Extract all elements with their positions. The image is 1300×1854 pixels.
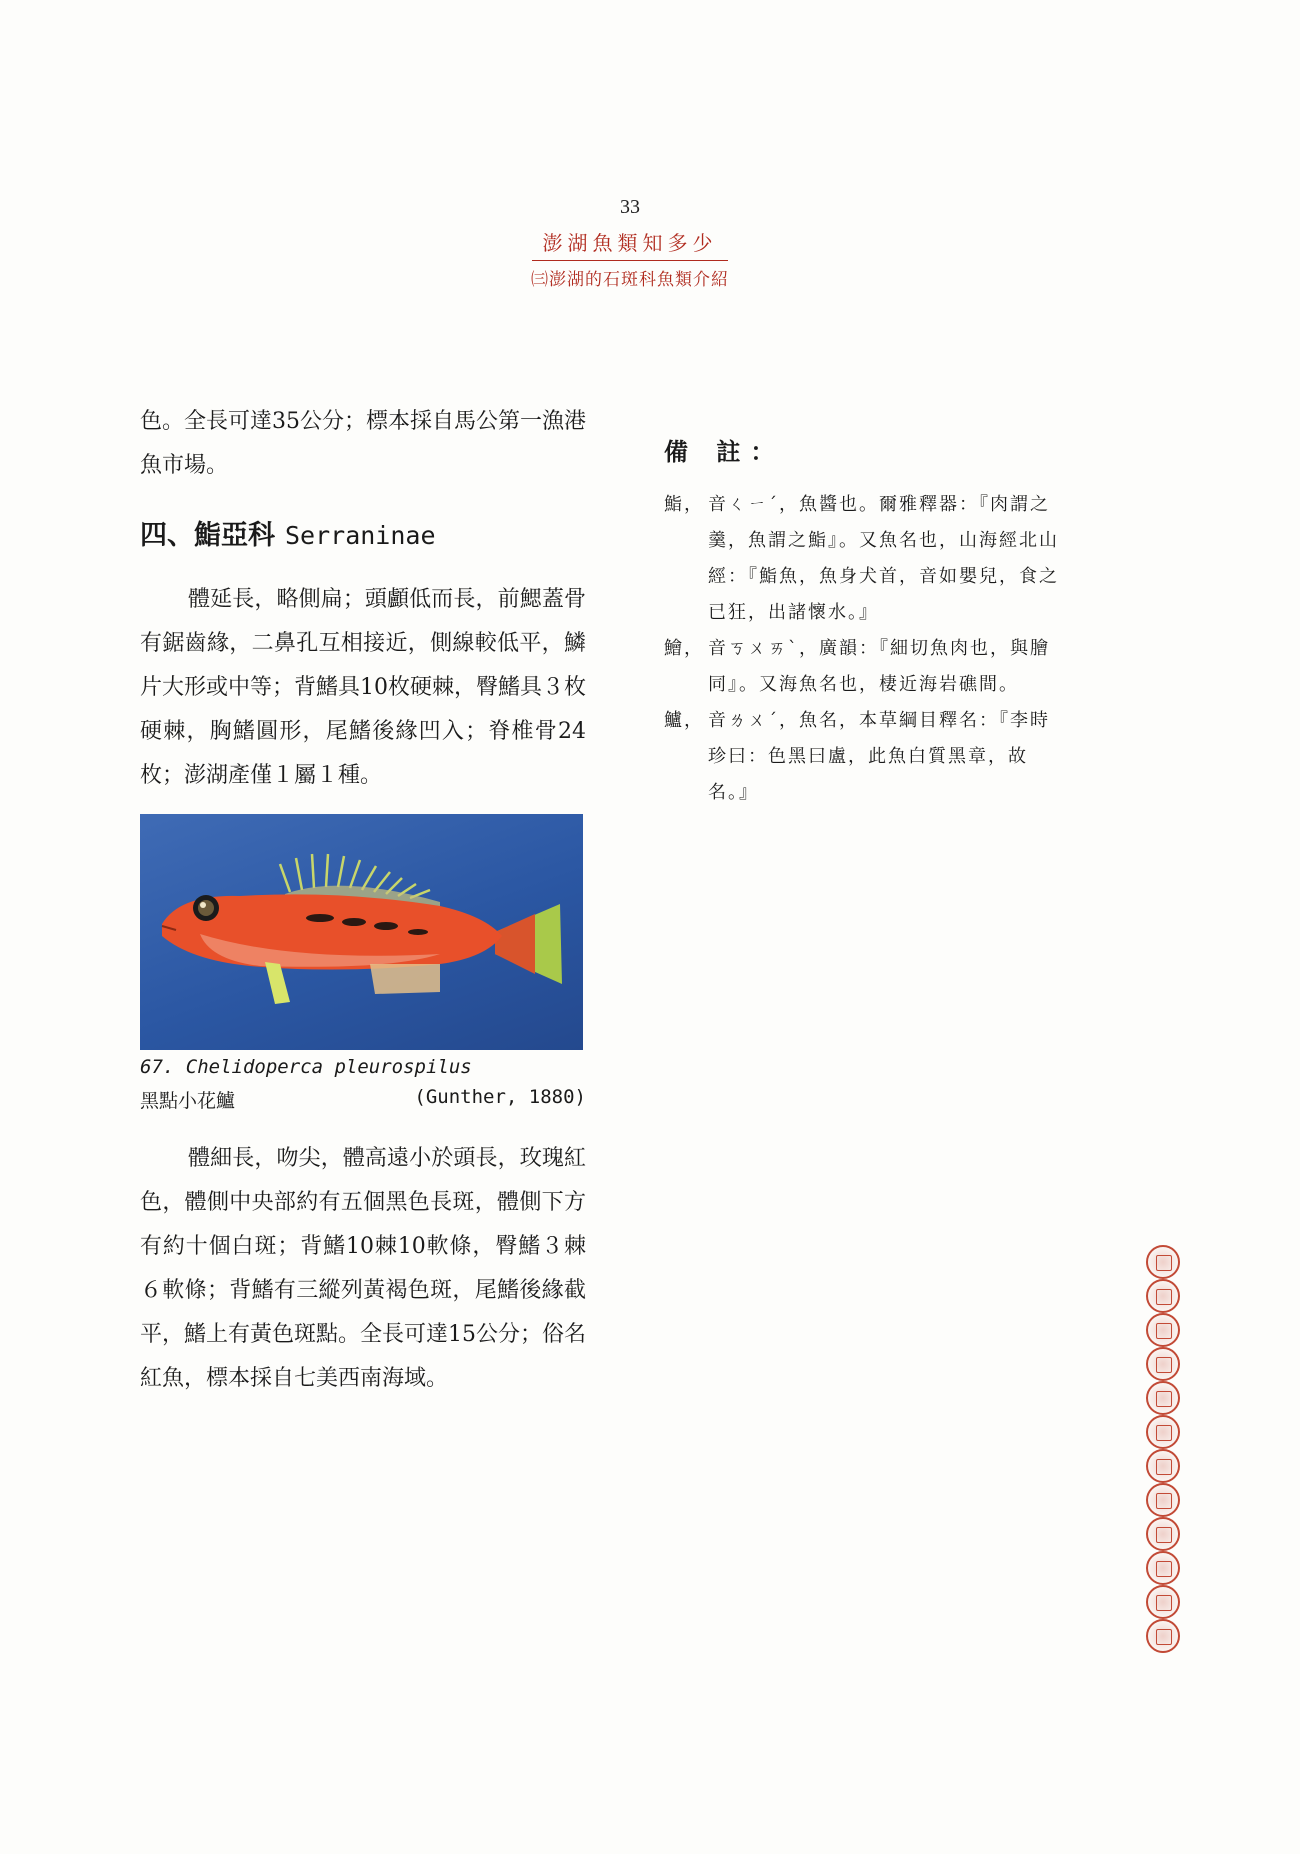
note-item (664, 487, 1064, 631)
seal-stamp-column (1146, 1245, 1182, 1653)
section-heading-latin: Serraninae (285, 521, 436, 550)
section-description: 體延長，略側扁；頭顱低而長，前鰓蓋骨有鋸齒緣，二鼻孔互相接近，側線較低平，鱗片大形或中等；背鰭具10枚硬棘，臀鰭具３枚硬棘，胸鰭圓形，尾鰭後緣凹入；脊椎骨24枚；澎湖產僅１屬１種。 (140, 587, 586, 788)
note-term: 鱠， (664, 638, 704, 659)
photo-caption-row (140, 1086, 586, 1113)
seal-stamp-icon (1146, 1483, 1180, 1517)
section-heading (140, 516, 586, 556)
fish-illustration (140, 814, 583, 1050)
chapter-title: ㈢澎湖的石斑科魚類介紹 (531, 270, 729, 290)
seal-stamp-icon (1146, 1415, 1180, 1449)
note-text: 音ㄎㄨㄞˋ，廣韻：『細切魚肉也，與膾同』。又海魚名也，棲近海岩礁間。 (708, 638, 1050, 695)
note-text: 音ㄌㄨˊ，魚名，本草綱目釋名：『李時珍曰：色黑曰盧，此魚白質黑章，故名。』 (708, 710, 1050, 803)
page-number: 33 (620, 196, 640, 218)
section-heading-chinese: 四、鮨亞科 (140, 520, 275, 551)
book-title: 澎湖魚類知多少 (542, 231, 718, 255)
notes-section (664, 432, 1064, 811)
photo-caption-scientific: 67. Chelidoperca pleurospilus (140, 1056, 472, 1078)
note-item (664, 631, 1064, 703)
photo-caption-common: 黑點小花鱸 (140, 1090, 236, 1112)
seal-stamp-icon (1146, 1347, 1180, 1381)
seal-stamp-icon (1146, 1313, 1180, 1347)
seal-stamp-icon (1146, 1449, 1180, 1483)
fish-photo (140, 814, 583, 1050)
seal-stamp-icon (1146, 1517, 1180, 1551)
intro-paragraph: 色。全長可達35公分；標本採自馬公第一漁港魚市場。 (140, 409, 586, 478)
species-description: 體細長，吻尖，體高遠小於頭長，玫瑰紅色，體側中央部約有五個黑色長斑，體側下方有約十個白斑；背鰭10棘10軟條，臀鰭３棘６軟條；背鰭有三縱列黃褐色斑，尾鰭後緣截平，鰭上有黃色斑點。全長可達15公分；俗名紅魚，標本採自七美西南海域。 (140, 1146, 586, 1391)
header-divider (532, 260, 728, 261)
note-term: 鮨， (664, 494, 704, 515)
seal-stamp-icon (1146, 1279, 1180, 1313)
seal-stamp-icon (1146, 1381, 1180, 1415)
note-item (664, 703, 1064, 811)
notes-heading: 備 註： (664, 437, 785, 466)
seal-stamp-icon (1146, 1619, 1180, 1653)
seal-stamp-icon (1146, 1585, 1180, 1619)
main-column (140, 400, 586, 1401)
seal-stamp-icon (1146, 1245, 1180, 1279)
photo-caption-author: (Gunther, 1880) (414, 1086, 586, 1108)
page-header (520, 196, 740, 290)
note-term: 鱸， (664, 710, 704, 731)
note-text: 音ㄑㄧˊ，魚醬也。爾雅釋器：『肉謂之羹，魚謂之鮨』。又魚名也，山海經北山經：『鮨魚，魚身犬首，音如嬰兒，食之已狂，出諸懷水。』 (708, 494, 1059, 623)
seal-stamp-icon (1146, 1551, 1180, 1585)
